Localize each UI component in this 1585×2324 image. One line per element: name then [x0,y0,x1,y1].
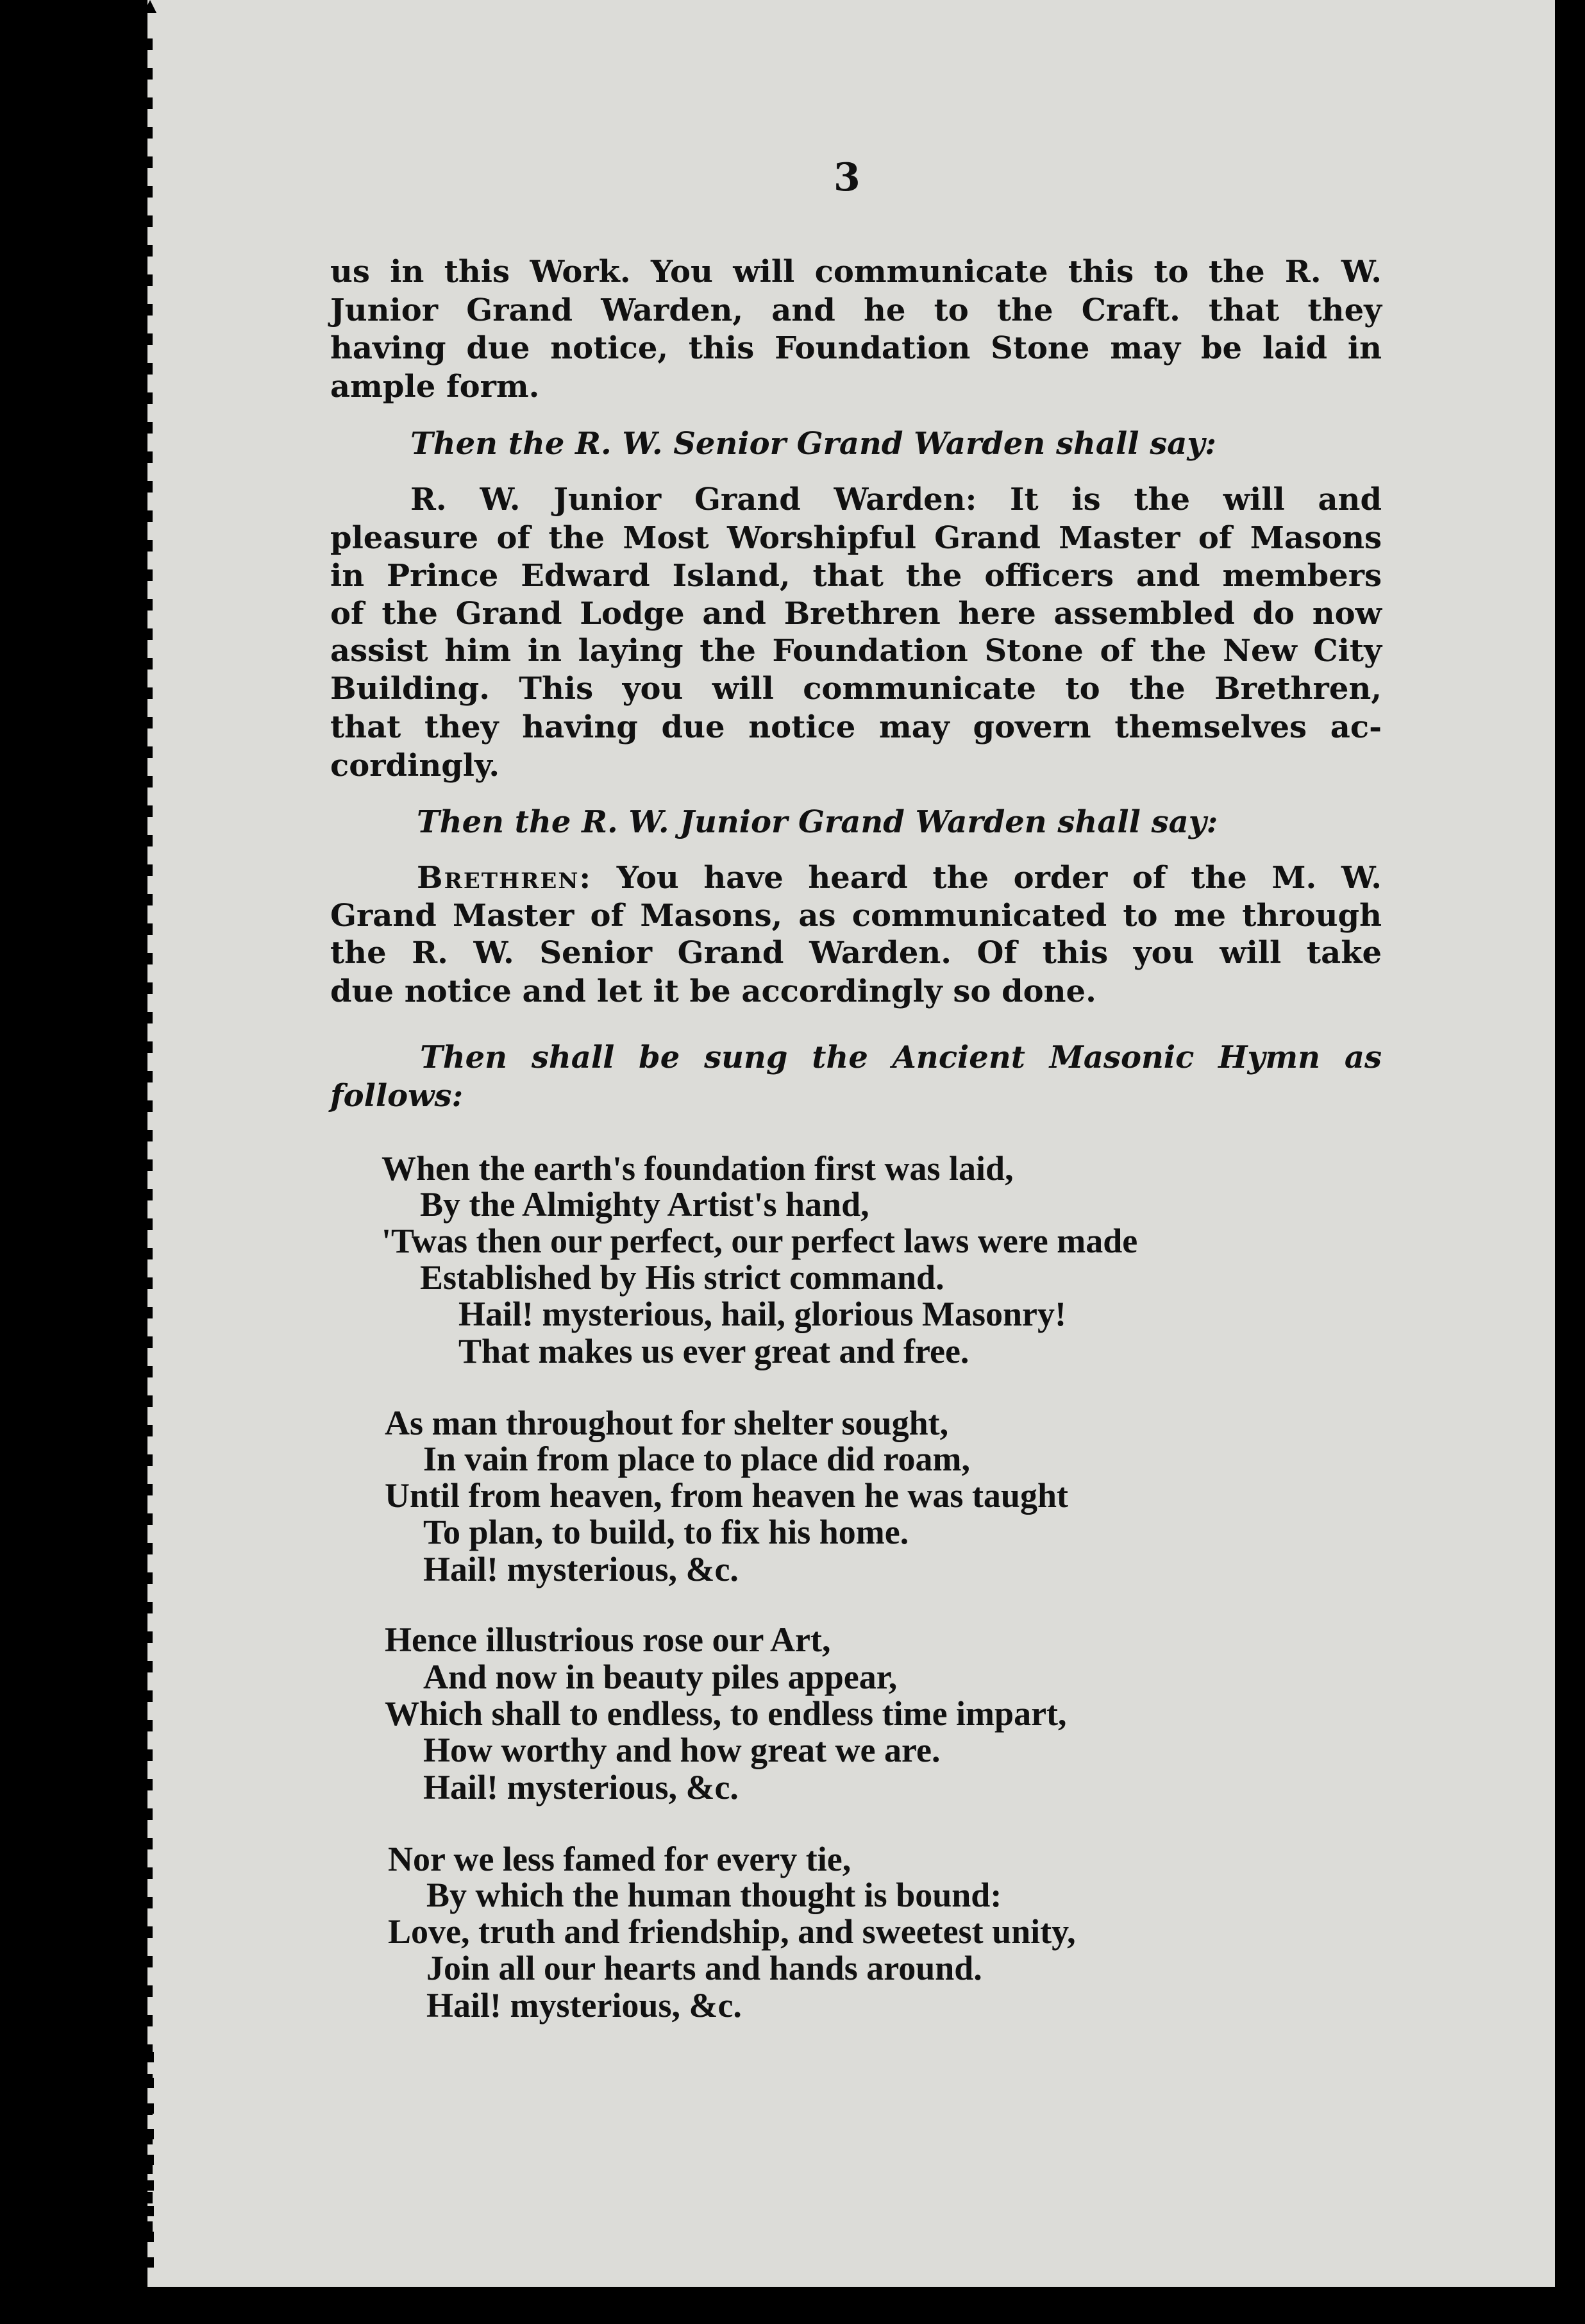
text-line: in Prince Edward Island, that the officers and members [330,558,1382,594]
hymn-line: And now in beauty piles appear, [423,1658,898,1696]
text-line: ample form. [330,369,540,405]
stage-direction: Then shall be sung the Ancient Masonic Hymn as [420,1040,1382,1075]
text-line: Junior Grand Warden, and he to the Craft. that they [330,292,1382,328]
scan-border-right [1555,0,1585,2324]
stage-direction: Then the R. W. Senior Grand Warden shall say: [410,426,1216,462]
stage-direction: follows: [330,1078,464,1114]
hymn-line: Hail! mysterious, &c. [423,1768,739,1806]
text-line: assist him in laying the Foundation Stone of the New City [330,633,1382,669]
hymn-line: As man throughout for shelter sought, [385,1404,949,1442]
hymn-line: By the Almighty Artist's hand, [420,1185,869,1224]
hymn-line: In vain from place to place did roam, [423,1440,971,1478]
text-line: Brethren: You have heard the order of the M. W. [417,860,1382,896]
hymn-line: Until from heaven, from heaven he was taught [385,1476,1068,1515]
hymn-line: Hail! mysterious, hail, glorious Masonry! [458,1295,1066,1333]
hymn-line: By which the human thought is bound: [426,1876,1002,1914]
text-line: due notice and let it be accordingly so done. [330,973,1096,1009]
text-line: us in this Work. You will communicate this to the R. W. [330,254,1382,290]
hymn-line: Love, truth and friendship, and sweetest unity, [388,1912,1076,1951]
text-line: the R. W. Senior Grand Warden. Of this you will take [330,935,1382,971]
hymn-line: Established by His strict command. [420,1258,944,1297]
hymn-line: Hence illustrious rose our Art, [385,1621,831,1659]
hymn-line: Join all our hearts and hands around. [426,1949,982,1987]
hymn-line: Which shall to endless, to endless time impart, [385,1694,1067,1733]
text-line: having due notice, this Foundation Stone may be laid in [330,330,1382,366]
text-line: Building. This you will communicate to the Brethren, [330,671,1382,707]
hymn-line: How worthy and how great we are. [423,1731,941,1769]
text-line: R. W. Junior Grand Warden: It is the will and [410,482,1382,518]
binding-stitch-marks [142,0,158,2309]
text-line: that they having due notice may govern themselves ac- [330,709,1382,745]
hymn-line: When the earth's foundation first was laid, [382,1149,1014,1188]
scan-border-bottom [0,2287,1585,2324]
text-line: pleasure of the Most Worshipful Grand Master of Masons [330,520,1382,556]
hymn-line: That makes us ever great and free. [458,1332,969,1370]
hymn-line: To plan, to build, to fix his home. [423,1513,909,1551]
text-line: of the Grand Lodge and Brethren here assembled do now [330,596,1382,632]
brethren-label: Brethren: [417,860,592,896]
text-line: Grand Master of Masons, as communicated to me through [330,898,1382,934]
text-line: cordingly. [330,748,500,784]
hymn-line: Hail! mysterious, &c. [426,1986,742,2025]
hymn-line: 'Twas then our perfect, our perfect laws were made [382,1222,1138,1260]
hymn-line: Hail! mysterious, &c. [423,1550,739,1588]
page-number: 3 [834,155,860,200]
hymn-line: Nor we less famed for every tie, [388,1840,851,1878]
stage-direction: Then the R. W. Junior Grand Warden shall say: [417,804,1218,840]
